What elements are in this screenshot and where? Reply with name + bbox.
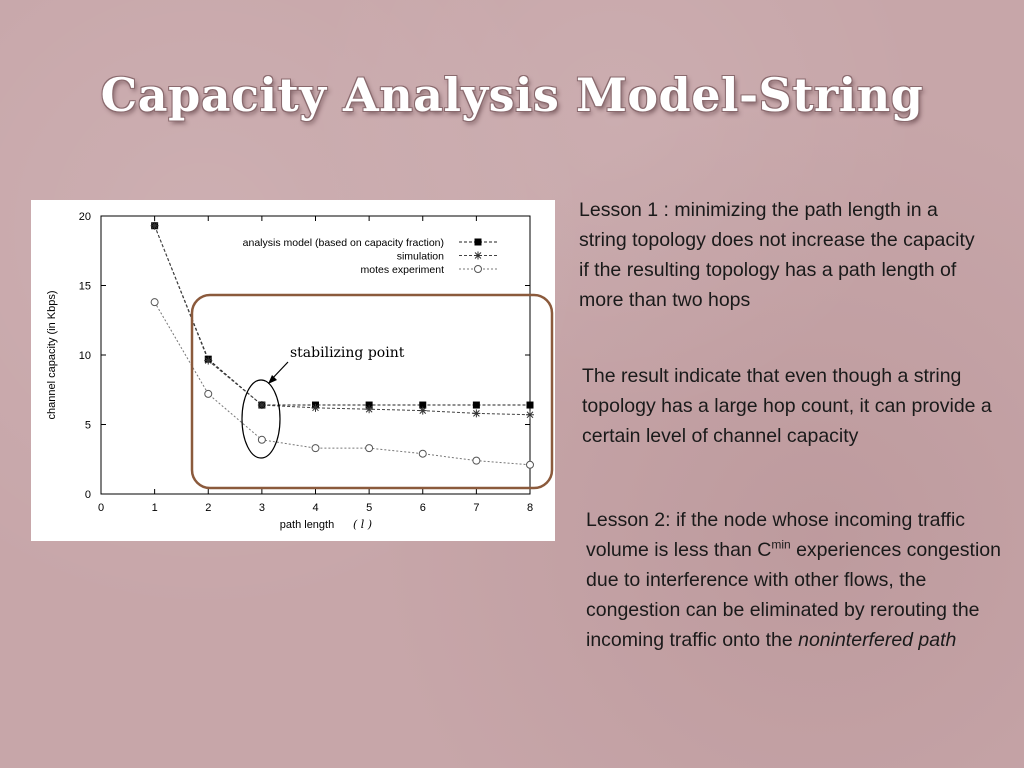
legend-label: simulation	[396, 250, 444, 263]
x-axis-symbol: ( l )	[353, 518, 373, 531]
y-tick-label: 10	[78, 350, 91, 362]
stabilizing-ellipse	[242, 380, 280, 458]
x-tick-label: 1	[151, 502, 158, 514]
data-point-star	[151, 222, 159, 230]
data-point-star	[258, 401, 266, 409]
chart-panel	[31, 200, 555, 541]
legend-marker-star	[474, 252, 482, 260]
y-tick-label: 5	[84, 419, 91, 432]
x-tick-label: 8	[526, 502, 534, 514]
data-point-circle	[312, 445, 319, 452]
data-point-square	[473, 402, 480, 409]
data-point-star	[419, 407, 427, 415]
lesson2-superscript: min	[771, 537, 791, 552]
highlight-box	[192, 295, 552, 488]
data-point-star	[204, 357, 212, 365]
legend-marker-circle	[475, 266, 482, 273]
series-line-square	[155, 226, 530, 405]
legend-label: analysis model (based on capacity fraction)	[242, 237, 444, 249]
x-tick-label: 4	[312, 502, 319, 514]
x-tick-label: 0	[97, 502, 105, 514]
data-point-circle	[527, 461, 534, 468]
series-line-circle	[155, 302, 530, 465]
data-point-circle	[258, 436, 265, 443]
data-point-circle	[366, 445, 373, 452]
lesson2-italic: noninterfered path	[798, 629, 957, 651]
x-tick-label: 6	[419, 502, 426, 514]
x-tick-label: 7	[473, 502, 480, 514]
data-point-star	[526, 411, 534, 419]
data-point-star	[472, 409, 480, 417]
y-axis-label: channel capacity (in Kbps)	[46, 290, 58, 420]
x-axis-label: path length	[279, 519, 335, 531]
data-point-circle	[205, 390, 212, 397]
lesson2-text	[586, 505, 1006, 655]
data-point-square	[527, 402, 534, 409]
x-tick-label: 5	[366, 502, 373, 514]
series-line-star	[155, 226, 530, 415]
y-tick-label: 0	[84, 489, 91, 501]
annotation-label: stabilizing point	[290, 345, 405, 361]
data-point-star	[312, 404, 320, 412]
capacity-line-chart	[31, 200, 555, 541]
legend-marker-square	[475, 239, 482, 246]
x-tick-label: 3	[258, 502, 265, 514]
y-tick-label: 15	[78, 280, 91, 293]
data-point-circle	[473, 457, 480, 464]
lesson1-text: Lesson 1 : minimizing the path length in a string topology does not increase the capacity if the resulting topology has a path length of more than two hops	[579, 199, 975, 311]
data-point-star	[365, 405, 373, 413]
y-tick-label: 20	[78, 211, 91, 223]
legend-label: motes experiment	[360, 264, 444, 276]
slide-title: Capacity Analysis Model-String	[100, 68, 924, 122]
lesson2-main: Lesson 2: if the node whose incoming traffic volume is less than C	[586, 509, 966, 561]
result-text: The result indicate that even though a string topology has a large hop count, it can provide a certain level of channel capacity	[582, 365, 992, 447]
data-point-circle	[151, 299, 158, 306]
annotation-arrowhead	[268, 375, 277, 384]
x-tick-label: 2	[205, 502, 212, 514]
lesson2-continuation: experiences congestion due to interference with other flows, the congestion can be eliminated by rerouting the incoming traffic onto the	[586, 539, 1001, 651]
data-point-circle	[419, 450, 426, 457]
